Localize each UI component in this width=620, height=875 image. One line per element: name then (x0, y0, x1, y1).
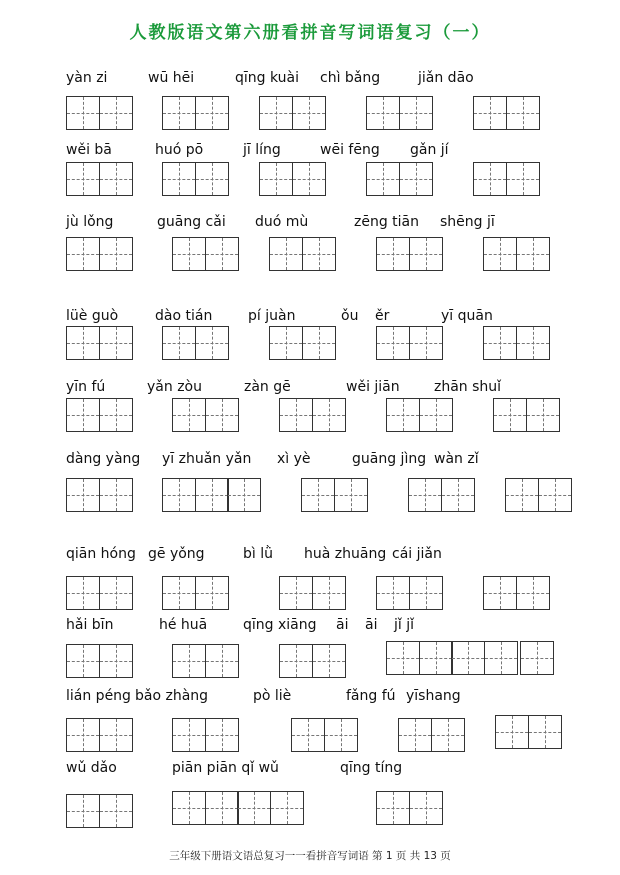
writing-box[interactable] (66, 96, 133, 130)
writing-box[interactable] (483, 237, 550, 271)
pinyin-label: wū hēi (148, 70, 195, 86)
writing-box[interactable] (279, 644, 346, 678)
pinyin-label: qīng kuài (235, 70, 300, 86)
writing-box[interactable] (172, 398, 239, 432)
pinyin-label: qiān hóng (66, 546, 136, 562)
writing-box[interactable] (66, 644, 133, 678)
writing-box[interactable] (279, 576, 346, 610)
pinyin-label: yàn zi (66, 70, 108, 86)
pinyin-label: lüè guò (66, 308, 119, 324)
pinyin-label: ěr (375, 308, 390, 324)
writing-box[interactable] (398, 718, 465, 752)
writing-box[interactable] (162, 576, 229, 610)
writing-box[interactable] (162, 326, 229, 360)
pinyin-label: pí juàn (248, 308, 296, 324)
writing-box[interactable] (269, 237, 336, 271)
pinyin-label: bì lǜ (243, 546, 273, 562)
writing-box[interactable] (473, 96, 540, 130)
pinyin-label: guāng jìng (352, 451, 427, 467)
page-title: 人教版语文第六册看拼音写词语复习（一） (129, 23, 491, 43)
pinyin-label: bǎo zhàng (135, 688, 209, 704)
pinyin-label: yīshang (406, 688, 461, 704)
pinyin-label: yīn fú (66, 379, 106, 395)
pinyin-label: chì bǎng (320, 70, 381, 86)
writing-box[interactable] (408, 478, 475, 512)
pinyin-label: jī líng (243, 142, 281, 158)
writing-box[interactable] (269, 326, 336, 360)
writing-box[interactable] (495, 715, 562, 749)
writing-box[interactable] (172, 644, 239, 678)
pinyin-label: dàng yàng (66, 451, 141, 467)
pinyin-label: zàn gē (244, 379, 291, 395)
writing-box[interactable] (162, 96, 229, 130)
writing-box[interactable] (162, 162, 229, 196)
writing-box[interactable] (376, 576, 443, 610)
pinyin-label: hé huā (159, 617, 208, 633)
pinyin-label: lián péng (66, 688, 131, 704)
writing-box[interactable] (493, 398, 560, 432)
writing-box[interactable] (66, 794, 133, 828)
pinyin-label: āi (336, 617, 349, 633)
writing-box[interactable] (366, 96, 433, 130)
writing-box[interactable] (66, 237, 133, 271)
writing-box[interactable] (162, 478, 261, 512)
pinyin-label: gǎn jí (410, 142, 449, 158)
writing-box[interactable] (172, 718, 239, 752)
pinyin-label: xì yè (277, 451, 311, 467)
pinyin-label: zēng tiān (354, 214, 420, 230)
writing-box[interactable] (259, 162, 326, 196)
pinyin-label: piān piān qǐ wǔ (172, 760, 279, 776)
writing-box[interactable] (386, 398, 453, 432)
page-footer: 三年级下册语文语总复习一一看拼音写词语 第 1 页 共 13 页 (169, 850, 451, 862)
pinyin-label: shēng jī (440, 214, 495, 230)
writing-box[interactable] (301, 478, 368, 512)
writing-box[interactable] (505, 478, 572, 512)
pinyin-label: wěi bā (66, 142, 112, 158)
pinyin-label: guāng cǎi (157, 214, 226, 230)
pinyin-label: pò liè (253, 688, 292, 704)
pinyin-label: wēi fēng (320, 142, 380, 158)
writing-box[interactable] (483, 576, 550, 610)
pinyin-label: wàn zǐ (434, 451, 479, 467)
pinyin-label: dào tián (155, 308, 213, 324)
pinyin-label: qīng xiāng (243, 617, 317, 633)
pinyin-label: huà zhuāng (304, 546, 387, 562)
writing-box[interactable] (172, 791, 304, 825)
pinyin-label: ǒu (341, 308, 359, 324)
writing-box[interactable] (520, 641, 554, 675)
writing-box[interactable] (376, 326, 443, 360)
pinyin-label: jǐ jǐ (394, 617, 415, 633)
pinyin-label: duó mù (255, 214, 309, 230)
writing-box[interactable] (291, 718, 358, 752)
writing-box[interactable] (66, 718, 133, 752)
pinyin-label: wǔ dǎo (66, 760, 117, 776)
pinyin-label: āi (365, 617, 378, 633)
pinyin-label: qīng tíng (340, 760, 403, 776)
writing-box[interactable] (366, 162, 433, 196)
pinyin-label: hǎi bīn (66, 617, 114, 633)
pinyin-label: cái jiǎn (392, 546, 442, 562)
writing-box[interactable] (66, 478, 133, 512)
pinyin-label: jù lǒng (66, 214, 114, 230)
writing-box[interactable] (483, 326, 550, 360)
pinyin-label: yī quān (441, 308, 493, 324)
writing-box[interactable] (376, 791, 443, 825)
writing-box[interactable] (279, 398, 346, 432)
writing-box[interactable] (376, 237, 443, 271)
writing-box[interactable] (473, 162, 540, 196)
writing-box[interactable] (386, 641, 518, 675)
pinyin-label: jiǎn dāo (418, 70, 474, 86)
pinyin-label: yī zhuǎn yǎn (162, 451, 252, 467)
writing-box[interactable] (66, 162, 133, 196)
writing-box[interactable] (259, 96, 326, 130)
writing-box[interactable] (172, 237, 239, 271)
pinyin-label: zhān shuǐ (434, 379, 502, 395)
pinyin-label: huó pō (155, 142, 204, 158)
pinyin-label: yǎn zòu (147, 379, 202, 395)
writing-box[interactable] (66, 576, 133, 610)
writing-box[interactable] (66, 398, 133, 432)
writing-box[interactable] (66, 326, 133, 360)
pinyin-label: gē yǒng (148, 546, 205, 562)
pinyin-label: fǎng fú (346, 688, 396, 704)
pinyin-label: wěi jiān (346, 379, 400, 395)
